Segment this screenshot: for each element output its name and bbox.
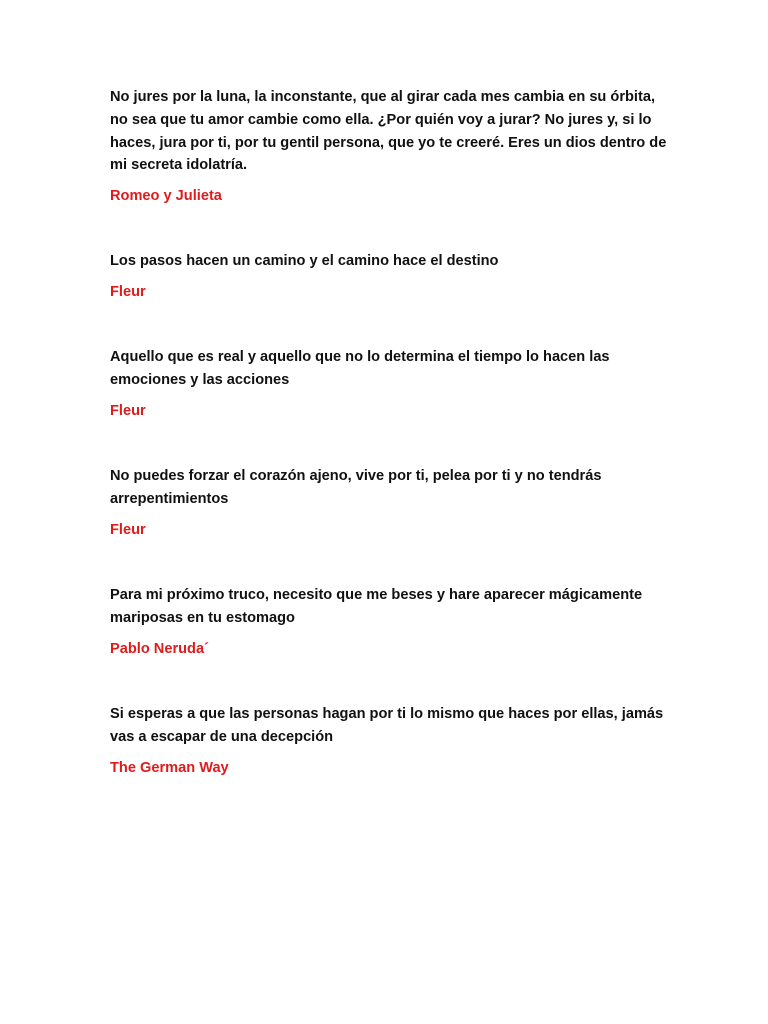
quote-text: Para mi próximo truco, necesito que me beses y hare aparecer mágicamente mariposas en tu estomago xyxy=(110,587,643,626)
quote-author: Fleur xyxy=(110,402,146,419)
quote-block xyxy=(110,86,670,206)
quote-block xyxy=(110,250,670,302)
quote-block xyxy=(110,703,670,778)
quote-author: Romeo y Julieta xyxy=(110,188,222,205)
quote-text: No puedes forzar el corazón ajeno, vive por ti, pelea por ti y no tendrás arrepentimientos xyxy=(110,468,602,507)
quote-text: Aquello que es real y aquello que no lo determina el tiempo lo hacen las emociones y las acciones xyxy=(110,349,610,388)
quote-author: Fleur xyxy=(110,521,146,538)
quote-block xyxy=(110,465,670,540)
quote-author: The German Way xyxy=(110,759,229,776)
quote-block xyxy=(110,584,670,659)
quote-author: Fleur xyxy=(110,283,146,300)
quote-author: Pablo Neruda´ xyxy=(110,640,209,657)
quote-text: No jures por la luna, la inconstante, que al girar cada mes cambia en su órbita, no sea que tu amor cambie como ella. ¿Por quién voy a jurar? No jures y, si lo haces, jura por ti, por tu gentil persona, que yo te creeré. Eres un dios dentro de mi secreta idolatría. xyxy=(110,89,667,174)
quote-text: Los pasos hacen un camino y el camino hace el destino xyxy=(110,253,499,269)
quote-text: Si esperas a que las personas hagan por ti lo mismo que haces por ellas, jamás vas a escapar de una decepción xyxy=(110,706,664,745)
quote-block xyxy=(110,346,670,421)
